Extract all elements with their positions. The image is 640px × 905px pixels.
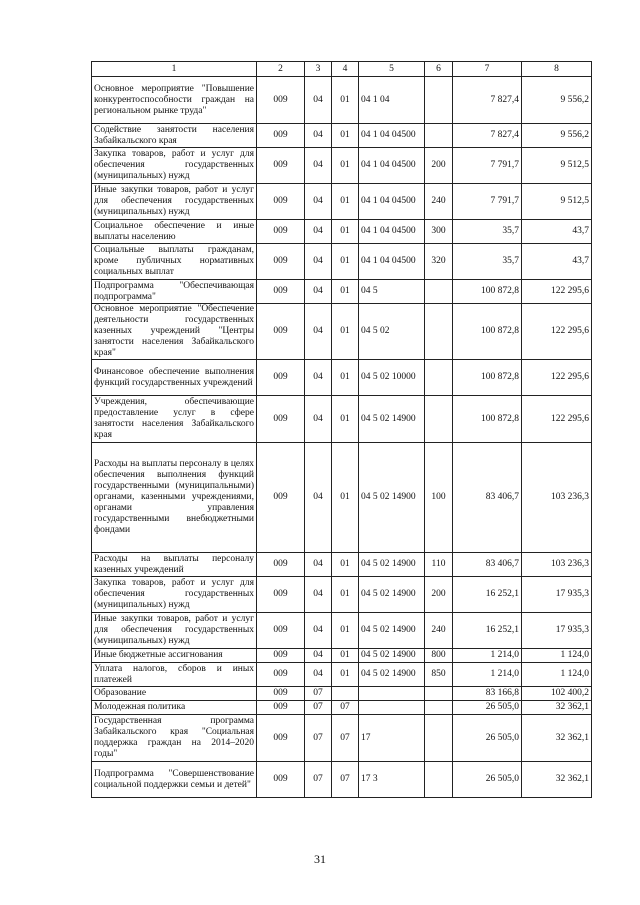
section-code-cell: 04 (305, 360, 332, 396)
subsection-code-cell: 01 (332, 663, 359, 687)
row-name-cell: Закупка товаров, работ и услуг для обеспечения государственных (муниципальных) нужд (92, 148, 257, 184)
column-header: 1 (92, 62, 257, 77)
admin-code-cell: 009 (257, 577, 305, 613)
expense-type-cell (425, 77, 453, 124)
admin-code-cell: 009 (257, 762, 305, 798)
table-row (92, 577, 592, 613)
amount-year2-cell: 32 362,1 (522, 701, 592, 715)
admin-code-cell: 009 (257, 663, 305, 687)
admin-code-cell: 009 (257, 220, 305, 244)
table-row (92, 280, 592, 304)
expense-type-cell: 240 (425, 613, 453, 649)
amount-year1-cell: 35,7 (453, 220, 522, 244)
admin-code-cell: 009 (257, 77, 305, 124)
expense-type-cell: 240 (425, 184, 453, 220)
subsection-code-cell: 01 (332, 77, 359, 124)
table-row (92, 663, 592, 687)
table-row (92, 396, 592, 443)
expense-type-cell (425, 304, 453, 360)
row-name-cell: Закупка товаров, работ и услуг для обеспечения государственных (муниципальных) нужд (92, 577, 257, 613)
expense-type-cell: 800 (425, 649, 453, 663)
amount-year1-cell: 83 166,8 (453, 687, 522, 701)
amount-year2-cell: 9 512,5 (522, 184, 592, 220)
table-row (92, 649, 592, 663)
section-code-cell: 04 (305, 124, 332, 148)
subsection-code-cell: 01 (332, 304, 359, 360)
amount-year2-cell: 9 556,2 (522, 77, 592, 124)
row-name-cell: Основное мероприятие "Обеспечение деятельности государственных казенных учреждений "Центры занятости населения Забайкальского края" (92, 304, 257, 360)
section-code-cell: 04 (305, 613, 332, 649)
subsection-code-cell: 01 (332, 577, 359, 613)
row-name-cell: Уплата налогов, сборов и иных платежей (92, 663, 257, 687)
subsection-code-cell: 01 (332, 553, 359, 577)
amount-year2-cell: 43,7 (522, 220, 592, 244)
target-article-cell (359, 687, 425, 701)
column-header: 2 (257, 62, 305, 77)
amount-year2-cell: 17 935,3 (522, 613, 592, 649)
row-name-cell: Социальные выплаты гражданам, кроме публичных нормативных социальных выплат (92, 244, 257, 280)
section-code-cell: 04 (305, 649, 332, 663)
table-row (92, 124, 592, 148)
amount-year1-cell: 35,7 (453, 244, 522, 280)
target-article-cell: 04 5 02 14900 (359, 577, 425, 613)
expense-type-cell: 200 (425, 148, 453, 184)
amount-year2-cell: 32 362,1 (522, 762, 592, 798)
table-row (92, 443, 592, 553)
target-article-cell: 04 5 02 14900 (359, 553, 425, 577)
section-code-cell: 04 (305, 244, 332, 280)
amount-year1-cell: 83 406,7 (453, 443, 522, 553)
table-row (92, 148, 592, 184)
admin-code-cell: 009 (257, 701, 305, 715)
row-name-cell: Иные закупки товаров, работ и услуг для обеспечения государственных (муниципальных) нужд (92, 613, 257, 649)
section-code-cell: 04 (305, 443, 332, 553)
admin-code-cell: 009 (257, 304, 305, 360)
amount-year2-cell: 122 295,6 (522, 396, 592, 443)
admin-code-cell: 009 (257, 715, 305, 762)
subsection-code-cell: 01 (332, 396, 359, 443)
section-code-cell: 07 (305, 715, 332, 762)
expense-type-cell (425, 701, 453, 715)
target-article-cell: 04 5 02 14900 (359, 663, 425, 687)
target-article-cell: 04 1 04 04500 (359, 124, 425, 148)
admin-code-cell: 009 (257, 443, 305, 553)
column-header: 8 (522, 62, 592, 77)
section-code-cell: 04 (305, 148, 332, 184)
table-row (92, 304, 592, 360)
expense-type-cell: 110 (425, 553, 453, 577)
column-header: 7 (453, 62, 522, 77)
table-row (92, 715, 592, 762)
amount-year2-cell: 103 236,3 (522, 553, 592, 577)
row-name-cell: Финансовое обеспечение выполнения функций государственных учреждений (92, 360, 257, 396)
amount-year1-cell: 83 406,7 (453, 553, 522, 577)
target-article-cell (359, 701, 425, 715)
amount-year1-cell: 26 505,0 (453, 762, 522, 798)
column-header: 5 (359, 62, 425, 77)
row-name-cell: Молодежная политика (92, 701, 257, 715)
row-name-cell: Подпрограмма "Обеспечивающая подпрограмма" (92, 280, 257, 304)
table-row (92, 613, 592, 649)
expense-type-cell: 200 (425, 577, 453, 613)
row-name-cell: Содействие занятости населения Забайкальского края (92, 124, 257, 148)
target-article-cell: 04 5 02 14900 (359, 443, 425, 553)
row-name-cell: Расходы на выплаты персоналу в целях обеспечения выполнения функций государственными (муниципальными) органами, казенными учреждениями, органами управления государственными внебюджетными фондами (92, 443, 257, 553)
admin-code-cell: 009 (257, 396, 305, 443)
row-name-cell: Социальное обеспечение и иные выплаты населению (92, 220, 257, 244)
column-header: 3 (305, 62, 332, 77)
admin-code-cell: 009 (257, 244, 305, 280)
target-article-cell: 04 5 02 14900 (359, 396, 425, 443)
subsection-code-cell: 01 (332, 280, 359, 304)
section-code-cell: 04 (305, 304, 332, 360)
target-article-cell: 04 5 02 14900 (359, 649, 425, 663)
section-code-cell: 04 (305, 220, 332, 244)
expense-type-cell: 320 (425, 244, 453, 280)
admin-code-cell: 009 (257, 124, 305, 148)
target-article-cell: 17 3 (359, 762, 425, 798)
section-code-cell: 04 (305, 184, 332, 220)
row-name-cell: Иные бюджетные ассигнования (92, 649, 257, 663)
section-code-cell: 04 (305, 280, 332, 304)
budget-table (91, 61, 592, 798)
table-row (92, 553, 592, 577)
table-row (92, 220, 592, 244)
amount-year2-cell: 122 295,6 (522, 304, 592, 360)
amount-year1-cell: 16 252,1 (453, 577, 522, 613)
admin-code-cell: 009 (257, 280, 305, 304)
row-name-cell: Учреждения, обеспечивающие предоставление услуг в сфере занятости населения Забайкальского края (92, 396, 257, 443)
subsection-code-cell: 01 (332, 613, 359, 649)
subsection-code-cell: 01 (332, 360, 359, 396)
target-article-cell: 04 5 02 14900 (359, 613, 425, 649)
table-row (92, 701, 592, 715)
amount-year2-cell: 102 400,2 (522, 687, 592, 701)
target-article-cell: 04 5 02 (359, 304, 425, 360)
expense-type-cell (425, 360, 453, 396)
amount-year2-cell: 122 295,6 (522, 280, 592, 304)
table-row (92, 360, 592, 396)
expense-type-cell (425, 687, 453, 701)
table-row (92, 687, 592, 701)
expense-type-cell (425, 715, 453, 762)
admin-code-cell: 009 (257, 649, 305, 663)
row-name-cell: Подпрограмма "Совершенствование социальной поддержки семьи и детей" (92, 762, 257, 798)
subsection-code-cell: 01 (332, 148, 359, 184)
section-code-cell: 07 (305, 762, 332, 798)
subsection-code-cell (332, 687, 359, 701)
admin-code-cell: 009 (257, 184, 305, 220)
subsection-code-cell: 07 (332, 762, 359, 798)
row-name-cell: Государственная программа Забайкальского края "Социальная поддержка граждан на 2014–2020 годы" (92, 715, 257, 762)
table-row (92, 77, 592, 124)
amount-year2-cell: 1 124,0 (522, 663, 592, 687)
target-article-cell: 04 1 04 04500 (359, 148, 425, 184)
column-header: 4 (332, 62, 359, 77)
table-row (92, 244, 592, 280)
expense-type-cell (425, 396, 453, 443)
row-name-cell: Расходы на выплаты персоналу казенных учреждений (92, 553, 257, 577)
table-header-row (92, 62, 592, 77)
amount-year1-cell: 7 791,7 (453, 184, 522, 220)
subsection-code-cell: 01 (332, 649, 359, 663)
expense-type-cell (425, 762, 453, 798)
page-number: 31 (314, 852, 326, 866)
amount-year2-cell: 122 295,6 (522, 360, 592, 396)
admin-code-cell: 009 (257, 553, 305, 577)
amount-year1-cell: 26 505,0 (453, 715, 522, 762)
subsection-code-cell: 01 (332, 184, 359, 220)
amount-year2-cell: 1 124,0 (522, 649, 592, 663)
section-code-cell: 04 (305, 77, 332, 124)
amount-year1-cell: 26 505,0 (453, 701, 522, 715)
table-body (92, 77, 592, 798)
section-code-cell: 07 (305, 687, 332, 701)
amount-year1-cell: 7 791,7 (453, 148, 522, 184)
admin-code-cell: 009 (257, 148, 305, 184)
table-row (92, 184, 592, 220)
expense-type-cell (425, 124, 453, 148)
amount-year2-cell: 9 556,2 (522, 124, 592, 148)
expense-type-cell: 850 (425, 663, 453, 687)
amount-year1-cell: 100 872,8 (453, 396, 522, 443)
subsection-code-cell: 01 (332, 443, 359, 553)
amount-year2-cell: 32 362,1 (522, 715, 592, 762)
budget-table-sheet (91, 61, 592, 798)
amount-year2-cell: 17 935,3 (522, 577, 592, 613)
admin-code-cell: 009 (257, 687, 305, 701)
subsection-code-cell: 01 (332, 244, 359, 280)
section-code-cell: 04 (305, 663, 332, 687)
expense-type-cell (425, 280, 453, 304)
row-name-cell: Основное мероприятие "Повышение конкурентоспособности граждан на региональном рынке труда" (92, 77, 257, 124)
amount-year2-cell: 43,7 (522, 244, 592, 280)
target-article-cell: 04 1 04 04500 (359, 184, 425, 220)
amount-year1-cell: 1 214,0 (453, 663, 522, 687)
subsection-code-cell: 07 (332, 701, 359, 715)
amount-year2-cell: 103 236,3 (522, 443, 592, 553)
target-article-cell: 04 1 04 04500 (359, 244, 425, 280)
amount-year1-cell: 100 872,8 (453, 360, 522, 396)
amount-year2-cell: 9 512,5 (522, 148, 592, 184)
admin-code-cell: 009 (257, 613, 305, 649)
amount-year1-cell: 7 827,4 (453, 124, 522, 148)
amount-year1-cell: 1 214,0 (453, 649, 522, 663)
column-header: 6 (425, 62, 453, 77)
expense-type-cell: 100 (425, 443, 453, 553)
amount-year1-cell: 100 872,8 (453, 304, 522, 360)
amount-year1-cell: 16 252,1 (453, 613, 522, 649)
amount-year1-cell: 100 872,8 (453, 280, 522, 304)
target-article-cell: 04 5 02 10000 (359, 360, 425, 396)
amount-year1-cell: 7 827,4 (453, 77, 522, 124)
section-code-cell: 07 (305, 701, 332, 715)
target-article-cell: 04 5 (359, 280, 425, 304)
expense-type-cell: 300 (425, 220, 453, 244)
section-code-cell: 04 (305, 396, 332, 443)
row-name-cell: Иные закупки товаров, работ и услуг для обеспечения государственных (муниципальных) нужд (92, 184, 257, 220)
admin-code-cell: 009 (257, 360, 305, 396)
target-article-cell: 04 1 04 (359, 77, 425, 124)
target-article-cell: 04 1 04 04500 (359, 220, 425, 244)
section-code-cell: 04 (305, 553, 332, 577)
subsection-code-cell: 07 (332, 715, 359, 762)
subsection-code-cell: 01 (332, 220, 359, 244)
target-article-cell: 17 (359, 715, 425, 762)
table-row (92, 762, 592, 798)
section-code-cell: 04 (305, 577, 332, 613)
subsection-code-cell: 01 (332, 124, 359, 148)
row-name-cell: Образование (92, 687, 257, 701)
